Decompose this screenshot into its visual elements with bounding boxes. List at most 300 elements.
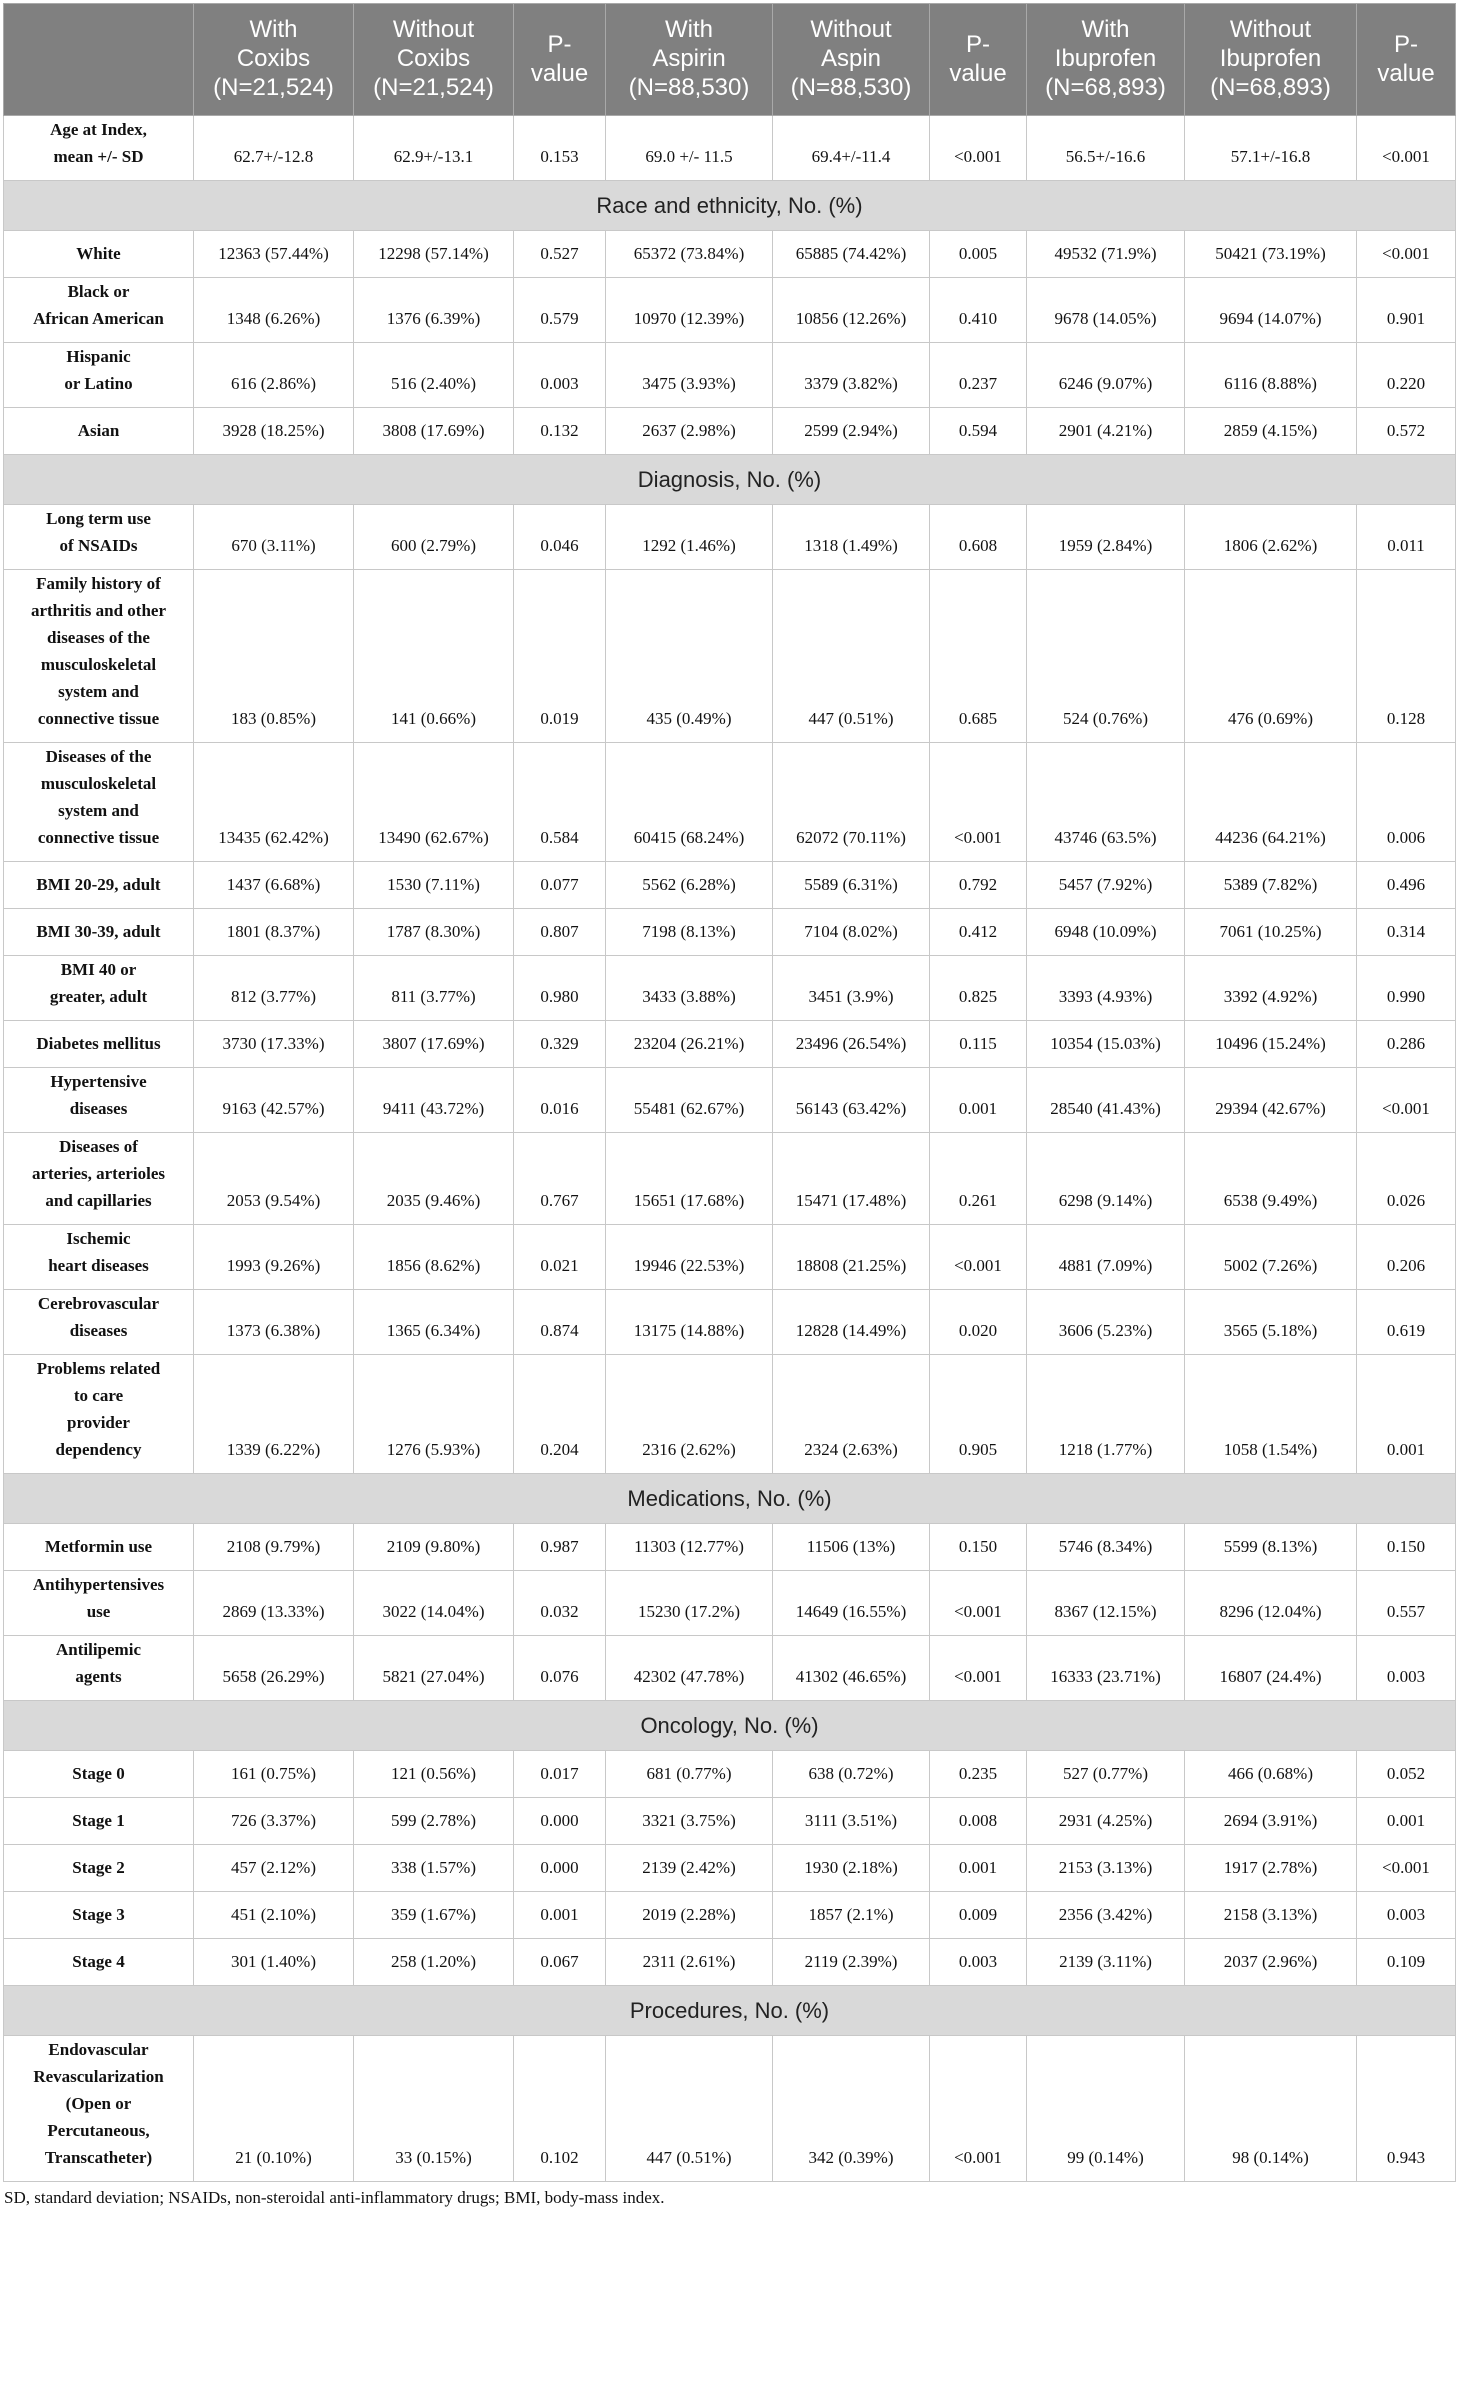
section-label: Medications, No. (%) bbox=[4, 1474, 1456, 1524]
table-cell: 1058 (1.54%) bbox=[1185, 1355, 1357, 1474]
table-cell: 451 (2.10%) bbox=[194, 1892, 354, 1939]
row-label: Stage 1 bbox=[4, 1798, 194, 1845]
header-cell: P- value bbox=[514, 4, 606, 116]
table-cell: 21 (0.10%) bbox=[194, 2036, 354, 2182]
table-cell: 0.132 bbox=[514, 408, 606, 455]
table-body bbox=[4, 116, 1456, 2182]
table-cell: 258 (1.20%) bbox=[354, 1939, 514, 1986]
table-cell: 0.000 bbox=[514, 1798, 606, 1845]
section-header-row bbox=[4, 1474, 1456, 1524]
table-cell: 6948 (10.09%) bbox=[1027, 909, 1185, 956]
table-cell: 0.527 bbox=[514, 231, 606, 278]
table-cell: 0.150 bbox=[930, 1524, 1027, 1571]
table-cell: 0.874 bbox=[514, 1290, 606, 1355]
table-cell: 2316 (2.62%) bbox=[606, 1355, 773, 1474]
section-label: Race and ethnicity, No. (%) bbox=[4, 181, 1456, 231]
table-cell: 0.579 bbox=[514, 278, 606, 343]
row-label: Stage 4 bbox=[4, 1939, 194, 1986]
table-cell: 1787 (8.30%) bbox=[354, 909, 514, 956]
table-cell: 1376 (6.39%) bbox=[354, 278, 514, 343]
table-cell: 3393 (4.93%) bbox=[1027, 956, 1185, 1021]
table-row bbox=[4, 278, 1456, 343]
section-header-row bbox=[4, 1701, 1456, 1751]
table-cell: 670 (3.11%) bbox=[194, 505, 354, 570]
table-cell: 638 (0.72%) bbox=[773, 1751, 930, 1798]
table-cell: 0.115 bbox=[930, 1021, 1027, 1068]
table-cell: 62.9+/-13.1 bbox=[354, 116, 514, 181]
row-label: Antilipemic agents bbox=[4, 1636, 194, 1701]
table-cell: 14649 (16.55%) bbox=[773, 1571, 930, 1636]
table-cell: 2324 (2.63%) bbox=[773, 1355, 930, 1474]
row-label: Problems related to care provider dependency bbox=[4, 1355, 194, 1474]
table-cell: 2931 (4.25%) bbox=[1027, 1798, 1185, 1845]
table-cell: 19946 (22.53%) bbox=[606, 1225, 773, 1290]
table-cell: 0.990 bbox=[1357, 956, 1456, 1021]
table-cell: 7061 (10.25%) bbox=[1185, 909, 1357, 956]
table-cell: 3111 (3.51%) bbox=[773, 1798, 930, 1845]
table-cell: 0.019 bbox=[514, 570, 606, 743]
header-cell: With Aspirin (N=88,530) bbox=[606, 4, 773, 116]
table-cell: 0.496 bbox=[1357, 862, 1456, 909]
header-cell: P- value bbox=[930, 4, 1027, 116]
row-label: Cerebrovascular diseases bbox=[4, 1290, 194, 1355]
table-row bbox=[4, 1225, 1456, 1290]
table-cell: 3433 (3.88%) bbox=[606, 956, 773, 1021]
table-cell: 1801 (8.37%) bbox=[194, 909, 354, 956]
table-row bbox=[4, 1524, 1456, 1571]
table-cell: 0.314 bbox=[1357, 909, 1456, 956]
header-row bbox=[4, 4, 1456, 116]
table-cell: 12363 (57.44%) bbox=[194, 231, 354, 278]
table-row bbox=[4, 505, 1456, 570]
table-cell: 3928 (18.25%) bbox=[194, 408, 354, 455]
table-cell: 527 (0.77%) bbox=[1027, 1751, 1185, 1798]
table-row bbox=[4, 1636, 1456, 1701]
table-cell: 41302 (46.65%) bbox=[773, 1636, 930, 1701]
table-cell: 524 (0.76%) bbox=[1027, 570, 1185, 743]
table-cell: 2599 (2.94%) bbox=[773, 408, 930, 455]
table-cell: 0.329 bbox=[514, 1021, 606, 1068]
table-cell: 57.1+/-16.8 bbox=[1185, 116, 1357, 181]
table-row bbox=[4, 570, 1456, 743]
section-label: Oncology, No. (%) bbox=[4, 1701, 1456, 1751]
table-cell: 29394 (42.67%) bbox=[1185, 1068, 1357, 1133]
row-label: Diseases of the musculoskeletal system and connective tissue bbox=[4, 743, 194, 862]
table-cell: 0.003 bbox=[1357, 1636, 1456, 1701]
table-cell: 0.001 bbox=[1357, 1798, 1456, 1845]
table-cell: 2356 (3.42%) bbox=[1027, 1892, 1185, 1939]
table-cell: 0.006 bbox=[1357, 743, 1456, 862]
table-cell: 12828 (14.49%) bbox=[773, 1290, 930, 1355]
table-cell: 0.237 bbox=[930, 343, 1027, 408]
table-cell: 161 (0.75%) bbox=[194, 1751, 354, 1798]
section-label: Diagnosis, No. (%) bbox=[4, 455, 1456, 505]
table-cell: 2139 (3.11%) bbox=[1027, 1939, 1185, 1986]
row-label: Ischemic heart diseases bbox=[4, 1225, 194, 1290]
table-cell: 0.001 bbox=[930, 1845, 1027, 1892]
table-cell: 447 (0.51%) bbox=[606, 2036, 773, 2182]
table-cell: 7198 (8.13%) bbox=[606, 909, 773, 956]
table-cell: 15471 (17.48%) bbox=[773, 1133, 930, 1225]
table-cell: 0.017 bbox=[514, 1751, 606, 1798]
table-cell: 3392 (4.92%) bbox=[1185, 956, 1357, 1021]
table-cell: 15230 (17.2%) bbox=[606, 1571, 773, 1636]
table-cell: 3606 (5.23%) bbox=[1027, 1290, 1185, 1355]
table-row bbox=[4, 408, 1456, 455]
table-cell: 3565 (5.18%) bbox=[1185, 1290, 1357, 1355]
table-row bbox=[4, 1751, 1456, 1798]
table-row bbox=[4, 743, 1456, 862]
table-cell: 8367 (12.15%) bbox=[1027, 1571, 1185, 1636]
table-cell: 0.572 bbox=[1357, 408, 1456, 455]
table-cell: 0.000 bbox=[514, 1845, 606, 1892]
table-cell: 0.102 bbox=[514, 2036, 606, 2182]
row-label: BMI 30-39, adult bbox=[4, 909, 194, 956]
table-cell: 599 (2.78%) bbox=[354, 1798, 514, 1845]
table-cell: 1857 (2.1%) bbox=[773, 1892, 930, 1939]
table-cell: 2053 (9.54%) bbox=[194, 1133, 354, 1225]
table-cell: 2901 (4.21%) bbox=[1027, 408, 1185, 455]
table-cell: 0.150 bbox=[1357, 1524, 1456, 1571]
row-label: BMI 20-29, adult bbox=[4, 862, 194, 909]
row-label: BMI 40 or greater, adult bbox=[4, 956, 194, 1021]
table-cell: 3321 (3.75%) bbox=[606, 1798, 773, 1845]
table-cell: 49532 (71.9%) bbox=[1027, 231, 1185, 278]
table-cell: 10496 (15.24%) bbox=[1185, 1021, 1357, 1068]
table-cell: 2035 (9.46%) bbox=[354, 1133, 514, 1225]
table-cell: 1339 (6.22%) bbox=[194, 1355, 354, 1474]
table-cell: 43746 (63.5%) bbox=[1027, 743, 1185, 862]
table-cell: 3379 (3.82%) bbox=[773, 343, 930, 408]
table-cell: 0.153 bbox=[514, 116, 606, 181]
table-cell: 18808 (21.25%) bbox=[773, 1225, 930, 1290]
table-row bbox=[4, 1068, 1456, 1133]
table-cell: 10354 (15.03%) bbox=[1027, 1021, 1185, 1068]
section-header-row bbox=[4, 455, 1456, 505]
table-cell: 0.261 bbox=[930, 1133, 1027, 1225]
table-cell: 183 (0.85%) bbox=[194, 570, 354, 743]
table-cell: 3022 (14.04%) bbox=[354, 1571, 514, 1636]
table-cell: 65372 (73.84%) bbox=[606, 231, 773, 278]
table-cell: 6538 (9.49%) bbox=[1185, 1133, 1357, 1225]
table-cell: 5599 (8.13%) bbox=[1185, 1524, 1357, 1571]
table-cell: 435 (0.49%) bbox=[606, 570, 773, 743]
table-cell: 2139 (2.42%) bbox=[606, 1845, 773, 1892]
table-cell: 0.235 bbox=[930, 1751, 1027, 1798]
table-cell: 3475 (3.93%) bbox=[606, 343, 773, 408]
table-cell: <0.001 bbox=[1357, 231, 1456, 278]
table-cell: 0.685 bbox=[930, 570, 1027, 743]
table-cell: 5589 (6.31%) bbox=[773, 862, 930, 909]
section-header-row bbox=[4, 1986, 1456, 2036]
table-cell: 0.076 bbox=[514, 1636, 606, 1701]
header-cell: Without Aspin (N=88,530) bbox=[773, 4, 930, 116]
table-row bbox=[4, 956, 1456, 1021]
table-cell: 0.905 bbox=[930, 1355, 1027, 1474]
table-cell: 3808 (17.69%) bbox=[354, 408, 514, 455]
table-cell: 338 (1.57%) bbox=[354, 1845, 514, 1892]
table-cell: 5821 (27.04%) bbox=[354, 1636, 514, 1701]
table-cell: 99 (0.14%) bbox=[1027, 2036, 1185, 2182]
table-cell: 0.206 bbox=[1357, 1225, 1456, 1290]
table-cell: 2108 (9.79%) bbox=[194, 1524, 354, 1571]
table-cell: <0.001 bbox=[1357, 116, 1456, 181]
table-cell: 44236 (64.21%) bbox=[1185, 743, 1357, 862]
table-wrapper bbox=[3, 3, 1455, 2208]
table-cell: 50421 (73.19%) bbox=[1185, 231, 1357, 278]
table-cell: 0.109 bbox=[1357, 1939, 1456, 1986]
table-cell: 0.052 bbox=[1357, 1751, 1456, 1798]
table-cell: 466 (0.68%) bbox=[1185, 1751, 1357, 1798]
row-label: Hypertensive diseases bbox=[4, 1068, 194, 1133]
table-row bbox=[4, 116, 1456, 181]
row-label: Stage 3 bbox=[4, 1892, 194, 1939]
table-cell: 8296 (12.04%) bbox=[1185, 1571, 1357, 1636]
table-cell: 1806 (2.62%) bbox=[1185, 505, 1357, 570]
row-label: White bbox=[4, 231, 194, 278]
section-label: Procedures, No. (%) bbox=[4, 1986, 1456, 2036]
table-cell: 0.003 bbox=[514, 343, 606, 408]
table-cell: 3451 (3.9%) bbox=[773, 956, 930, 1021]
table-cell: 42302 (47.78%) bbox=[606, 1636, 773, 1701]
table-cell: 1930 (2.18%) bbox=[773, 1845, 930, 1892]
table-cell: 6246 (9.07%) bbox=[1027, 343, 1185, 408]
table-footnote: SD, standard deviation; NSAIDs, non-steroidal anti-inflammatory drugs; BMI, body-mass index. bbox=[4, 2188, 665, 2207]
table-cell: 5658 (26.29%) bbox=[194, 1636, 354, 1701]
table-cell: 5389 (7.82%) bbox=[1185, 862, 1357, 909]
table-cell: 2019 (2.28%) bbox=[606, 1892, 773, 1939]
table-cell: 0.001 bbox=[514, 1892, 606, 1939]
table-cell: 2694 (3.91%) bbox=[1185, 1798, 1357, 1845]
table-cell: 62072 (70.11%) bbox=[773, 743, 930, 862]
table-row bbox=[4, 1571, 1456, 1636]
table-cell: 3807 (17.69%) bbox=[354, 1021, 514, 1068]
table-cell: 476 (0.69%) bbox=[1185, 570, 1357, 743]
table-cell: <0.001 bbox=[1357, 1068, 1456, 1133]
table-cell: 56143 (63.42%) bbox=[773, 1068, 930, 1133]
table-cell: 6298 (9.14%) bbox=[1027, 1133, 1185, 1225]
table-cell: 0.767 bbox=[514, 1133, 606, 1225]
table-row bbox=[4, 1133, 1456, 1225]
table-cell: 0.003 bbox=[1357, 1892, 1456, 1939]
table-cell: 33 (0.15%) bbox=[354, 2036, 514, 2182]
table-cell: 2859 (4.15%) bbox=[1185, 408, 1357, 455]
table-cell: 9678 (14.05%) bbox=[1027, 278, 1185, 343]
table-cell: 2119 (2.39%) bbox=[773, 1939, 930, 1986]
table-cell: 0.807 bbox=[514, 909, 606, 956]
table-cell: 1917 (2.78%) bbox=[1185, 1845, 1357, 1892]
table-cell: 7104 (8.02%) bbox=[773, 909, 930, 956]
table-cell: 0.001 bbox=[930, 1068, 1027, 1133]
table-cell: 1437 (6.68%) bbox=[194, 862, 354, 909]
table-cell: 1373 (6.38%) bbox=[194, 1290, 354, 1355]
table-cell: 0.584 bbox=[514, 743, 606, 862]
table-cell: 681 (0.77%) bbox=[606, 1751, 773, 1798]
table-row bbox=[4, 2036, 1456, 2182]
table-row bbox=[4, 862, 1456, 909]
table-cell: <0.001 bbox=[930, 743, 1027, 862]
table-cell: 10970 (12.39%) bbox=[606, 278, 773, 343]
table-cell: 0.608 bbox=[930, 505, 1027, 570]
table-cell: 2153 (3.13%) bbox=[1027, 1845, 1185, 1892]
row-label: Metformin use bbox=[4, 1524, 194, 1571]
table-cell: 28540 (41.43%) bbox=[1027, 1068, 1185, 1133]
table-cell: 11506 (13%) bbox=[773, 1524, 930, 1571]
table-cell: <0.001 bbox=[930, 2036, 1027, 2182]
table-cell: <0.001 bbox=[930, 1571, 1027, 1636]
table-cell: 141 (0.66%) bbox=[354, 570, 514, 743]
header-cell: Without Coxibs (N=21,524) bbox=[354, 4, 514, 116]
table-cell: 121 (0.56%) bbox=[354, 1751, 514, 1798]
table-cell: 2158 (3.13%) bbox=[1185, 1892, 1357, 1939]
table-cell: 13435 (62.42%) bbox=[194, 743, 354, 862]
header-cell: With Ibuprofen (N=68,893) bbox=[1027, 4, 1185, 116]
table-cell: 4881 (7.09%) bbox=[1027, 1225, 1185, 1290]
header-cell: Without Ibuprofen (N=68,893) bbox=[1185, 4, 1357, 116]
table-row bbox=[4, 1021, 1456, 1068]
section-header-row bbox=[4, 181, 1456, 231]
table-cell: 1856 (8.62%) bbox=[354, 1225, 514, 1290]
table-row bbox=[4, 1290, 1456, 1355]
table-cell: 6116 (8.88%) bbox=[1185, 343, 1357, 408]
table-cell: 16333 (23.71%) bbox=[1027, 1636, 1185, 1701]
table-cell: 0.032 bbox=[514, 1571, 606, 1636]
table-cell: 69.4+/-11.4 bbox=[773, 116, 930, 181]
baseline-characteristics-table bbox=[3, 3, 1456, 2182]
table-cell: 447 (0.51%) bbox=[773, 570, 930, 743]
row-label: Long term use of NSAIDs bbox=[4, 505, 194, 570]
table-cell: 616 (2.86%) bbox=[194, 343, 354, 408]
table-cell: 1365 (6.34%) bbox=[354, 1290, 514, 1355]
table-cell: 726 (3.37%) bbox=[194, 1798, 354, 1845]
table-cell: 0.001 bbox=[1357, 1355, 1456, 1474]
table-cell: 11303 (12.77%) bbox=[606, 1524, 773, 1571]
row-label: Age at Index, mean +/- SD bbox=[4, 116, 194, 181]
table-row bbox=[4, 1355, 1456, 1474]
table-cell: 1318 (1.49%) bbox=[773, 505, 930, 570]
table-cell: 5562 (6.28%) bbox=[606, 862, 773, 909]
table-cell: 0.008 bbox=[930, 1798, 1027, 1845]
table-cell: 9163 (42.57%) bbox=[194, 1068, 354, 1133]
table-row bbox=[4, 1892, 1456, 1939]
table-cell: 0.557 bbox=[1357, 1571, 1456, 1636]
table-cell: 62.7+/-12.8 bbox=[194, 116, 354, 181]
row-label: Endovascular Revascularization (Open or Percutaneous, Transcatheter) bbox=[4, 2036, 194, 2182]
header-cell bbox=[4, 4, 194, 116]
table-cell: 0.987 bbox=[514, 1524, 606, 1571]
row-label: Diabetes mellitus bbox=[4, 1021, 194, 1068]
row-label: Black or African American bbox=[4, 278, 194, 343]
table-cell: 1993 (9.26%) bbox=[194, 1225, 354, 1290]
table-cell: 0.077 bbox=[514, 862, 606, 909]
table-cell: 0.005 bbox=[930, 231, 1027, 278]
table-row bbox=[4, 909, 1456, 956]
table-cell: 1959 (2.84%) bbox=[1027, 505, 1185, 570]
table-cell: 15651 (17.68%) bbox=[606, 1133, 773, 1225]
table-cell: 12298 (57.14%) bbox=[354, 231, 514, 278]
table-cell: <0.001 bbox=[930, 1225, 1027, 1290]
table-cell: 359 (1.67%) bbox=[354, 1892, 514, 1939]
table-cell: 516 (2.40%) bbox=[354, 343, 514, 408]
table-cell: 0.412 bbox=[930, 909, 1027, 956]
table-cell: 1276 (5.93%) bbox=[354, 1355, 514, 1474]
row-label: Antihypertensives use bbox=[4, 1571, 194, 1636]
row-label: Stage 2 bbox=[4, 1845, 194, 1892]
row-label: Family history of arthritis and other diseases of the musculoskeletal system and connective tissue bbox=[4, 570, 194, 743]
table-cell: 812 (3.77%) bbox=[194, 956, 354, 1021]
table-cell: 600 (2.79%) bbox=[354, 505, 514, 570]
table-cell: 0.016 bbox=[514, 1068, 606, 1133]
table-cell: 9694 (14.07%) bbox=[1185, 278, 1357, 343]
table-cell: 301 (1.40%) bbox=[194, 1939, 354, 1986]
table-cell: 2109 (9.80%) bbox=[354, 1524, 514, 1571]
table-cell: 1348 (6.26%) bbox=[194, 278, 354, 343]
table-cell: 1292 (1.46%) bbox=[606, 505, 773, 570]
table-cell: 0.619 bbox=[1357, 1290, 1456, 1355]
header-cell: With Coxibs (N=21,524) bbox=[194, 4, 354, 116]
table-cell: <0.001 bbox=[930, 1636, 1027, 1701]
table-cell: 0.943 bbox=[1357, 2036, 1456, 2182]
table-cell: <0.001 bbox=[1357, 1845, 1456, 1892]
table-cell: 0.026 bbox=[1357, 1133, 1456, 1225]
table-cell: 65885 (74.42%) bbox=[773, 231, 930, 278]
table-cell: 5746 (8.34%) bbox=[1027, 1524, 1185, 1571]
table-cell: 10856 (12.26%) bbox=[773, 278, 930, 343]
row-label: Stage 0 bbox=[4, 1751, 194, 1798]
table-cell: 0.009 bbox=[930, 1892, 1027, 1939]
table-cell: 0.204 bbox=[514, 1355, 606, 1474]
row-label: Diseases of arteries, arterioles and capillaries bbox=[4, 1133, 194, 1225]
table-cell: 9411 (43.72%) bbox=[354, 1068, 514, 1133]
table-cell: 0.020 bbox=[930, 1290, 1027, 1355]
row-label: Asian bbox=[4, 408, 194, 455]
table-row bbox=[4, 1798, 1456, 1845]
table-cell: 0.825 bbox=[930, 956, 1027, 1021]
table-cell: 23496 (26.54%) bbox=[773, 1021, 930, 1068]
table-cell: 56.5+/-16.6 bbox=[1027, 116, 1185, 181]
table-cell: 0.220 bbox=[1357, 343, 1456, 408]
table-cell: 13175 (14.88%) bbox=[606, 1290, 773, 1355]
table-cell: 98 (0.14%) bbox=[1185, 2036, 1357, 2182]
table-cell: 0.046 bbox=[514, 505, 606, 570]
header-cell: P- value bbox=[1357, 4, 1456, 116]
table-cell: 0.011 bbox=[1357, 505, 1456, 570]
table-cell: 3730 (17.33%) bbox=[194, 1021, 354, 1068]
table-cell: 5002 (7.26%) bbox=[1185, 1225, 1357, 1290]
table-cell: 1218 (1.77%) bbox=[1027, 1355, 1185, 1474]
table-cell: 0.067 bbox=[514, 1939, 606, 1986]
table-cell: 0.901 bbox=[1357, 278, 1456, 343]
table-row bbox=[4, 343, 1456, 408]
table-cell: 60415 (68.24%) bbox=[606, 743, 773, 862]
row-label: Hispanic or Latino bbox=[4, 343, 194, 408]
table-cell: 811 (3.77%) bbox=[354, 956, 514, 1021]
table-cell: 457 (2.12%) bbox=[194, 1845, 354, 1892]
table-cell: 55481 (62.67%) bbox=[606, 1068, 773, 1133]
table-cell: 23204 (26.21%) bbox=[606, 1021, 773, 1068]
table-cell: 0.792 bbox=[930, 862, 1027, 909]
table-cell: 342 (0.39%) bbox=[773, 2036, 930, 2182]
table-cell: <0.001 bbox=[930, 116, 1027, 181]
table-cell: 0.021 bbox=[514, 1225, 606, 1290]
table-row bbox=[4, 231, 1456, 278]
table-cell: 13490 (62.67%) bbox=[354, 743, 514, 862]
table-row bbox=[4, 1939, 1456, 1986]
table-cell: 0.286 bbox=[1357, 1021, 1456, 1068]
table-cell: 69.0 +/- 11.5 bbox=[606, 116, 773, 181]
table-cell: 5457 (7.92%) bbox=[1027, 862, 1185, 909]
table-row bbox=[4, 1845, 1456, 1892]
